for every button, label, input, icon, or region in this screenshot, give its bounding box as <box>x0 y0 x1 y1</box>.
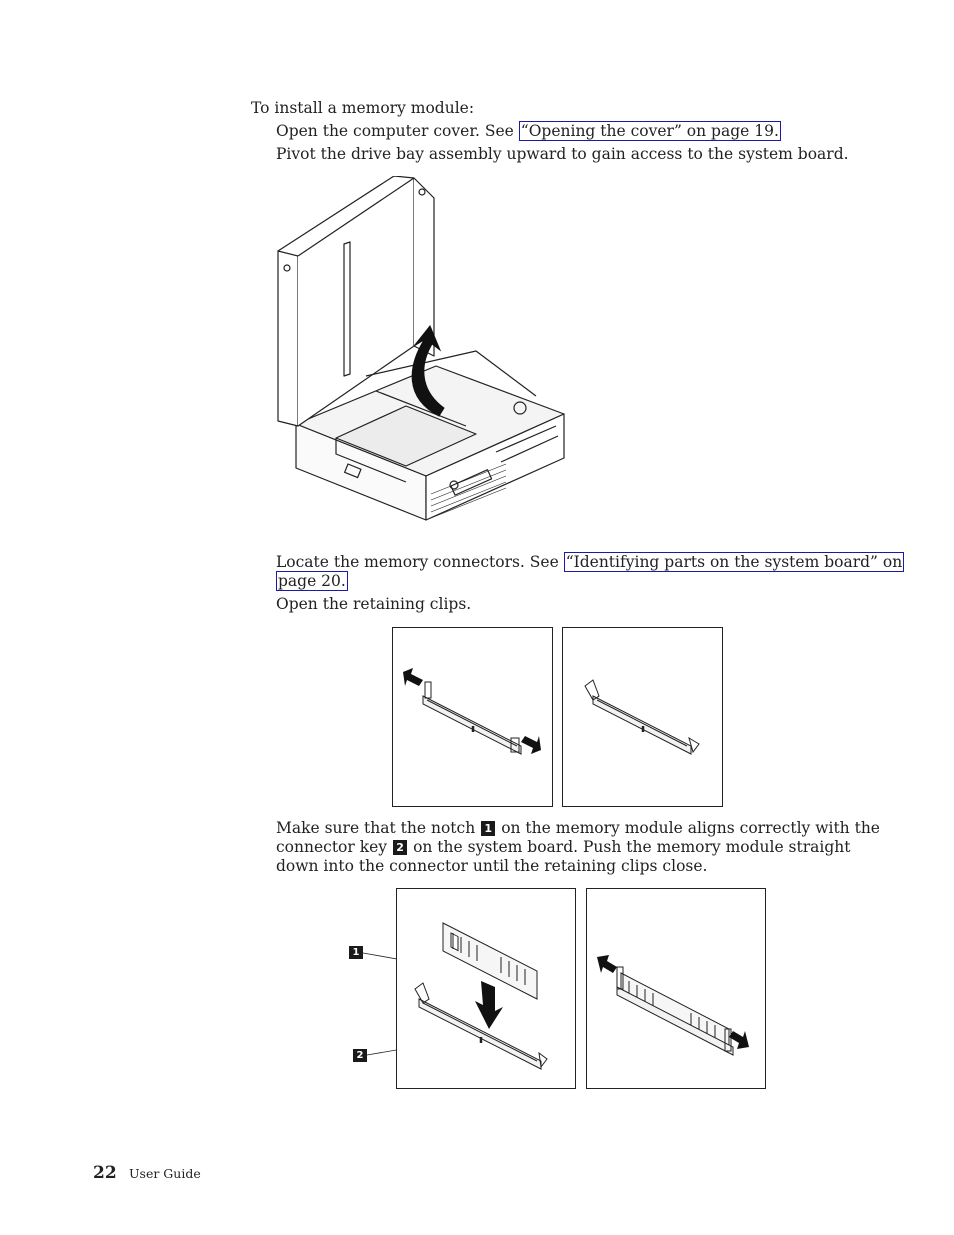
step-open-cover <box>276 122 781 141</box>
step-open-cover-text: Open the computer cover. See <box>276 122 519 140</box>
step-align-notch-text-c: connector key <box>276 838 388 856</box>
down-arrow-icon <box>475 981 503 1029</box>
drive-bay-illustration <box>276 176 566 538</box>
step-locate-connectors-line2 <box>276 572 348 591</box>
step-align-notch-line2 <box>276 838 850 857</box>
figure-insert-module <box>396 888 576 1089</box>
step-align-notch-text-b: on the memory module aligns correctly with the <box>501 819 880 837</box>
step-pivot-drive-bay: Pivot the drive bay assembly upward to gain access to the system board. <box>276 145 849 163</box>
figure-drive-bay-pivot <box>276 176 566 538</box>
callout-1-badge: 1 <box>481 821 495 836</box>
step-open-clips: Open the retaining clips. <box>276 595 472 613</box>
left-push-arrow-icon <box>597 955 617 973</box>
intro-text: To install a memory module: <box>251 99 475 117</box>
callout-2-badge: 2 <box>393 840 407 855</box>
identifying-parts-link-page[interactable]: page 20. <box>278 572 346 590</box>
step-locate-connectors-text: Locate the memory connectors. See <box>276 553 564 571</box>
identifying-parts-link[interactable]: “Identifying parts on the system board” on <box>565 553 903 571</box>
step-align-notch-line1 <box>276 819 880 838</box>
document-title: User Guide <box>129 1166 201 1181</box>
figure-callout-notch: 1 <box>349 946 363 959</box>
page-number: 22 <box>93 1163 117 1183</box>
opening-cover-link[interactable]: “Opening the cover” on page 19. <box>520 122 779 140</box>
left-arrow-icon <box>403 668 423 686</box>
step-align-notch-text-d: on the system board. Push the memory module straight <box>413 838 851 856</box>
step-align-notch-text-a: Make sure that the notch <box>276 819 476 837</box>
figure-clips-open-action <box>392 627 553 807</box>
clip-opened-illustration <box>563 628 722 806</box>
insert-module-illustration <box>397 889 575 1088</box>
figure-module-seated <box>586 888 766 1089</box>
figure-clips-opened <box>562 627 723 807</box>
clip-open-illustration <box>393 628 552 806</box>
right-arrow-icon <box>521 736 541 754</box>
step-align-notch-line3: down into the connector until the retaining clips close. <box>276 857 708 875</box>
step-locate-connectors <box>276 553 904 572</box>
module-seated-illustration <box>587 889 765 1088</box>
figure-callout-key: 2 <box>353 1049 367 1062</box>
